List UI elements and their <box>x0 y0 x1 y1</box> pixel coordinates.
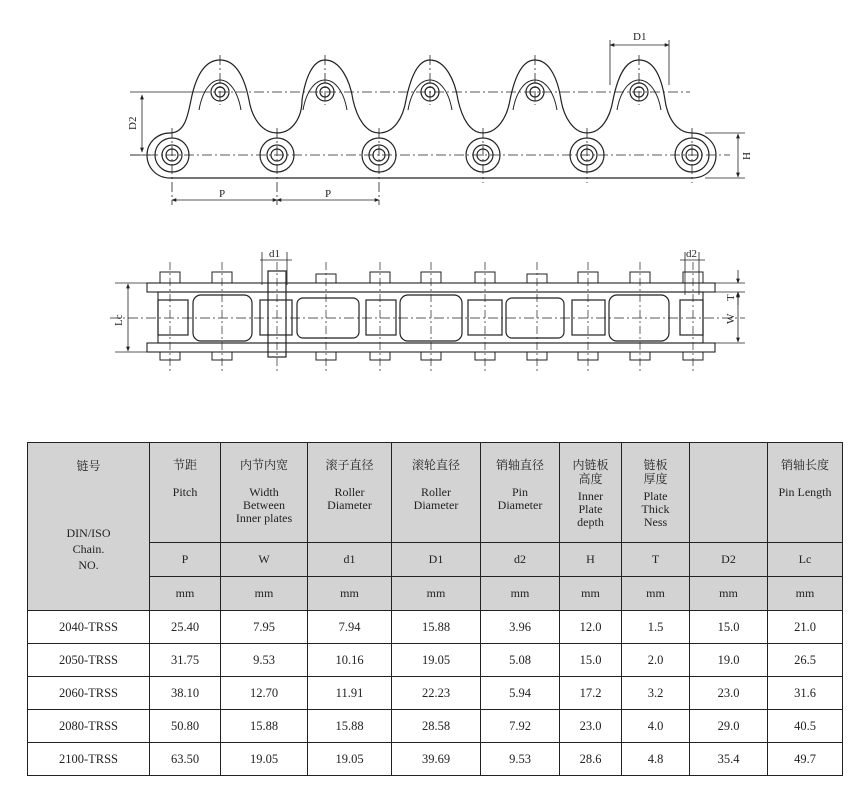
header-en-line: Inner <box>577 489 604 503</box>
dim-label-pitch-2: P <box>325 188 332 200</box>
header-en-line: Inner plates <box>235 511 293 525</box>
header-zh-line: 内链板 <box>572 458 609 472</box>
header-col-d1-2 <box>308 443 392 543</box>
value-cell: 29.0 <box>690 710 768 743</box>
header-unit: mm <box>308 577 392 611</box>
table-row <box>28 611 843 644</box>
value-cell: 11.91 <box>308 677 392 710</box>
top-dimension-lines <box>115 252 745 352</box>
value-cell: 31.6 <box>768 677 843 710</box>
header-symbol: P <box>150 543 221 577</box>
value-cell: 28.6 <box>560 743 622 776</box>
side-view-labels <box>127 31 753 200</box>
header-en-line: Diameter <box>327 498 372 512</box>
value-cell: 12.70 <box>221 677 308 710</box>
value-cell: 15.88 <box>308 710 392 743</box>
chain-no-en-line: NO. <box>78 558 99 572</box>
header-chain-no <box>28 443 150 611</box>
value-cell: 3.2 <box>622 677 690 710</box>
dim-label-Lc: Lc <box>113 314 125 326</box>
header-en-line: Roller <box>421 485 451 499</box>
header-en-line: Pitch <box>172 485 198 499</box>
value-cell: 1.5 <box>622 611 690 644</box>
header-zh <box>412 458 460 472</box>
dimension-lines <box>130 40 745 200</box>
header-symbol: D1 <box>392 543 481 577</box>
value-cell: 15.88 <box>392 611 481 644</box>
value-cell: 23.0 <box>560 710 622 743</box>
header-zh-line: 滚子直径 <box>325 458 374 472</box>
value-cell: 63.50 <box>150 743 221 776</box>
header-unit: mm <box>481 577 560 611</box>
header-en-line: Thick <box>641 502 670 516</box>
header-en-line: Between <box>243 498 285 512</box>
header-zh <box>643 458 667 486</box>
dim-label-W: W <box>725 313 737 324</box>
value-cell: 4.0 <box>622 710 690 743</box>
header-en-line: Roller <box>334 485 365 499</box>
header-unit: mm <box>622 577 690 611</box>
header-en-line: Width <box>249 485 279 499</box>
header-col-d2-7 <box>690 443 768 543</box>
value-cell: 23.0 <box>690 677 768 710</box>
header-en <box>498 486 543 512</box>
chain-no-zh: 链号 <box>76 459 101 473</box>
header-zh-line: 滚轮直径 <box>411 458 460 472</box>
value-cell: 19.05 <box>308 743 392 776</box>
header-en <box>327 486 372 512</box>
value-cell: 15.0 <box>560 644 622 677</box>
header-symbol: d2 <box>481 543 560 577</box>
header-text-row <box>28 443 843 543</box>
header-unit: mm <box>221 577 308 611</box>
header-en <box>577 490 604 529</box>
header-zh-line: 链板 <box>643 458 668 472</box>
header-symbol: d1 <box>308 543 392 577</box>
header-en-line: Plate <box>643 489 668 503</box>
header-en <box>173 486 198 499</box>
header-symbol: H <box>560 543 622 577</box>
value-cell: 9.53 <box>481 743 560 776</box>
value-cell: 7.95 <box>221 611 308 644</box>
header-zh-line: 厚度 <box>643 472 668 486</box>
header-unit-row <box>28 577 843 611</box>
header-en-line: depth <box>577 515 604 529</box>
header-unit: mm <box>690 577 768 611</box>
chain-outline <box>147 60 716 178</box>
value-cell: 28.58 <box>392 710 481 743</box>
dim-label-H: H <box>741 152 753 160</box>
dim-label-D1: D1 <box>633 31 647 43</box>
header-zh <box>572 458 608 486</box>
value-cell: 17.2 <box>560 677 622 710</box>
chain-model-cell: 2040-TRSS <box>28 611 150 644</box>
value-cell: 35.4 <box>690 743 768 776</box>
value-cell: 25.40 <box>150 611 221 644</box>
header-zh-line: 内节内宽 <box>239 458 288 472</box>
header-symbol: D2 <box>690 543 768 577</box>
header-symbol: W <box>221 543 308 577</box>
value-cell: 4.8 <box>622 743 690 776</box>
value-cell: 15.88 <box>221 710 308 743</box>
chain-model-cell: 2050-TRSS <box>28 644 150 677</box>
header-en <box>414 486 459 512</box>
header-col-h-5 <box>560 443 622 543</box>
value-cell: 39.69 <box>392 743 481 776</box>
header-zh <box>496 458 544 472</box>
value-cell: 40.5 <box>768 710 843 743</box>
header-zh-line: 节距 <box>172 458 197 472</box>
header-en <box>236 486 292 525</box>
header-zh <box>173 458 197 472</box>
table-row <box>28 677 843 710</box>
pin-heads <box>160 272 703 360</box>
center-lines <box>130 55 730 205</box>
header-symbol-row <box>28 543 843 577</box>
header-col-lc-8 <box>768 443 843 543</box>
value-cell: 49.7 <box>768 743 843 776</box>
header-en <box>779 486 832 499</box>
header-col-d2-4 <box>481 443 560 543</box>
value-cell: 3.96 <box>481 611 560 644</box>
top-center-lines <box>170 262 693 372</box>
value-cell: 12.0 <box>560 611 622 644</box>
value-cell: 5.94 <box>481 677 560 710</box>
header-symbol: Lc <box>768 543 843 577</box>
value-cell: 10.16 <box>308 644 392 677</box>
header-en-line: Plate <box>578 502 603 516</box>
dim-label-D2: D2 <box>127 116 139 130</box>
header-zh <box>781 458 829 472</box>
chain-no-en-line: DIN/ISO <box>66 526 111 540</box>
value-cell: 9.53 <box>221 644 308 677</box>
chain-model-cell: 2060-TRSS <box>28 677 150 710</box>
side-view-drawing <box>130 40 745 205</box>
value-cell: 38.10 <box>150 677 221 710</box>
header-zh <box>325 458 373 472</box>
top-view-labels <box>113 248 737 326</box>
header-en-line: Diameter <box>413 498 459 512</box>
dim-label-T: T <box>725 294 737 301</box>
value-cell: 15.0 <box>690 611 768 644</box>
header-unit: mm <box>392 577 481 611</box>
dim-label-d2: d2 <box>686 248 697 260</box>
header-en-line: Diameter <box>497 498 543 512</box>
header-unit: mm <box>768 577 843 611</box>
top-view-drawing <box>110 252 745 372</box>
dim-label-pitch-1: P <box>219 188 226 200</box>
value-cell: 19.0 <box>690 644 768 677</box>
chain-no-en-line: Chain. <box>72 542 105 556</box>
value-cell: 50.80 <box>150 710 221 743</box>
value-cell: 22.23 <box>392 677 481 710</box>
value-cell: 7.94 <box>308 611 392 644</box>
value-cell: 26.5 <box>768 644 843 677</box>
header-unit: mm <box>560 577 622 611</box>
value-cell: 31.75 <box>150 644 221 677</box>
header-col-w-1 <box>221 443 308 543</box>
value-cell: 2.0 <box>622 644 690 677</box>
header-zh-line: 销轴长度 <box>780 458 829 472</box>
table-row <box>28 644 843 677</box>
chain-spec-table <box>27 442 843 776</box>
header-col-d1-3 <box>392 443 481 543</box>
header-zh-line: 高度 <box>578 472 603 486</box>
dim-label-d1: d1 <box>269 248 280 260</box>
value-cell: 19.05 <box>221 743 308 776</box>
header-col-p-0 <box>150 443 221 543</box>
header-zh <box>240 458 288 472</box>
header-en-line: Pin <box>511 485 528 499</box>
header-zh-line: 销轴直径 <box>495 458 544 472</box>
value-cell: 5.08 <box>481 644 560 677</box>
table-row <box>28 710 843 743</box>
chain-model-cell: 2080-TRSS <box>28 710 150 743</box>
header-col-t-6 <box>622 443 690 543</box>
value-cell: 19.05 <box>392 644 481 677</box>
header-en-line: Ness <box>643 515 668 529</box>
value-cell: 7.92 <box>481 710 560 743</box>
table-row <box>28 743 843 776</box>
value-cell: 21.0 <box>768 611 843 644</box>
header-unit: mm <box>150 577 221 611</box>
header-en-line: Pin Length <box>778 485 832 499</box>
chain-no-en <box>28 525 149 573</box>
header-symbol: T <box>622 543 690 577</box>
header-en <box>642 490 670 529</box>
chain-model-cell: 2100-TRSS <box>28 743 150 776</box>
